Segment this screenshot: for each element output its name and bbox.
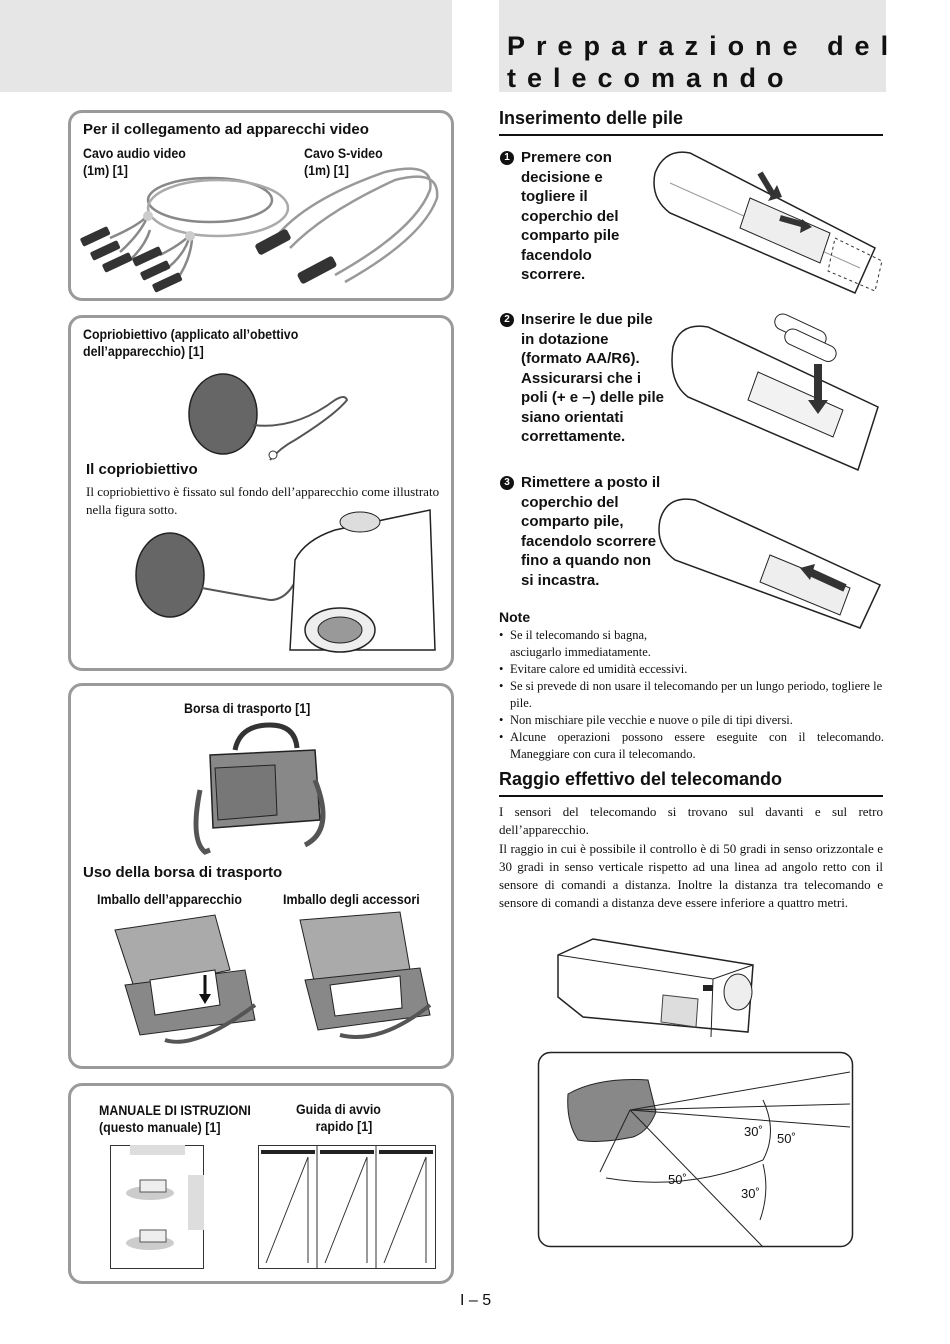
av-cable-qty: (1m) [1]	[83, 163, 128, 178]
note-item-text: Se si prevede di non usare il telecomando per un lungo periodo, togliere le pile.	[510, 679, 883, 710]
range-section-title: Raggio effettivo del telecomando	[499, 769, 783, 789]
step-2-text: Inserire le due pile in dotazione (formato AA/R6). Assicurarsi che i poli (+ e –) delle pile siano orientati correttamente.	[521, 311, 664, 445]
carrying-bag-title: Borsa di trasporto [1]	[184, 701, 311, 716]
manual-label	[99, 1102, 251, 1136]
angle-label-horizontal-right: 50˚	[777, 1131, 796, 1146]
remote-open-cover-illustration	[650, 143, 885, 298]
lens-cap-title-line2: dell’apparecchio) [1]	[83, 344, 204, 359]
note-item-text: Evitare calore ed umidità eccessivi.	[510, 662, 688, 676]
range-para-2: Il raggio in cui è possibile il controllo è di 50 gradi in senso orizzontale e 30 gradi in senso verticale rispetto ad una linea ad angolo retto con il sensore di comandi a distanza. Inoltre la distanza tra telecomando e sensore di comandi a distanza deve essere inferiore a quattro metri.	[499, 841, 883, 910]
note-item: • Se il telecomando si bagna, asciugarlo immediatamente.	[499, 627, 669, 661]
step-2-number: 2	[500, 313, 514, 327]
note-item: • Non mischiare pile vecchie e nuove o pile di tipi diversi.	[499, 712, 884, 729]
quick-guide-illustration	[258, 1145, 436, 1270]
s-video-cable-illustration	[245, 160, 445, 290]
page-number: I – 5	[460, 1292, 492, 1309]
bag-label-projector: Imballo dell’apparecchio	[97, 892, 242, 907]
lens-cap-heading: Il copriobiettivo	[86, 461, 198, 478]
note-title: Note	[499, 609, 531, 625]
range-section-rule	[499, 795, 883, 797]
lens-cap-title	[83, 326, 298, 360]
s-video-cable-name: Cavo S-video	[304, 146, 383, 161]
bag-label-accessories: Imballo degli accessori	[283, 892, 420, 907]
remote-range-diagram	[538, 1052, 853, 1247]
manual-label-line2: (questo manuale) [1]	[99, 1120, 221, 1135]
carrying-bag-illustration	[185, 720, 330, 860]
step-1-number: 1	[500, 151, 514, 165]
note-item-text: Se il telecomando si bagna, asciugarlo immediatamente.	[510, 628, 651, 659]
page-title-line2: telecomando	[507, 63, 795, 93]
quick-guide-label	[296, 1101, 381, 1135]
angle-label-vertical-bottom: 30˚	[741, 1186, 760, 1201]
bag-packing-accessories-illustration	[290, 910, 440, 1050]
manual-label-line1: MANUALE DI ISTRUZIONI	[99, 1103, 251, 1118]
remote-insert-batteries-illustration	[668, 302, 883, 474]
left-header-band	[0, 0, 452, 92]
range-para-1: I sensori del telecomando si trovano sul davanti e sul retro dell’apparecchio.	[499, 804, 883, 837]
page-title	[507, 30, 900, 94]
page-title-line1: Preparazione del	[507, 31, 900, 61]
bag-usage-heading: Uso della borsa di trasporto	[83, 864, 283, 881]
instruction-manual-illustration	[110, 1145, 205, 1270]
note-item-text: Non mischiare pile vecchie e nuove o pile di tipi diversi.	[510, 713, 793, 727]
quick-guide-label-line2: rapido [1]	[315, 1119, 373, 1134]
battery-section-rule	[499, 134, 883, 136]
av-cable-name: Cavo audio video	[83, 146, 186, 161]
projector-lens-cap-illustration	[130, 500, 440, 660]
s-video-cable-qty: (1m) [1]	[304, 163, 349, 178]
note-item: • Evitare calore ed umidità eccessivi.	[499, 661, 884, 678]
step-3-text: Rimettere a posto il coperchio del comparto pile, facendolo scorrere fino a quando non si incastra.	[521, 474, 661, 589]
bag-packing-projector-illustration	[105, 910, 265, 1055]
step-3-number: 3	[500, 476, 514, 490]
note-item: • Se si prevede di non usare il telecomando per un lungo periodo, togliere le pile.	[499, 679, 883, 710]
note-item: • Alcune operazioni possono essere eseguite con il telecomando. Maneggiare con cura il telecomando.	[499, 730, 884, 761]
battery-section-title: Inserimento delle pile	[499, 108, 684, 128]
lens-cap-title-line1: Copriobiettivo (applicato all’obettivo	[83, 327, 299, 342]
remote-close-cover-illustration	[655, 490, 883, 630]
quick-guide-label-line1: Guida di avvio	[296, 1102, 381, 1117]
note-item-text: Alcune operazioni possono essere eseguite con il telecomando. Maneggiare con cura il telecomando.	[510, 730, 884, 761]
lens-cap-text: Il copriobiettivo è fissato sul fondo dell’apparecchio come illustrato nella figura sotto.	[86, 484, 440, 517]
step-1-text: Premere con decisione e togliere il coperchio del comparto pile facendolo scorrere.	[521, 149, 620, 283]
angle-label-horizontal-left: 50˚	[668, 1172, 687, 1187]
angle-label-vertical-top: 30˚	[744, 1124, 763, 1139]
projector-sensor-illustration	[553, 937, 763, 1042]
lens-cap-illustration	[185, 370, 360, 465]
video-cables-heading: Per il collegamento ad apparecchi video	[83, 121, 369, 138]
